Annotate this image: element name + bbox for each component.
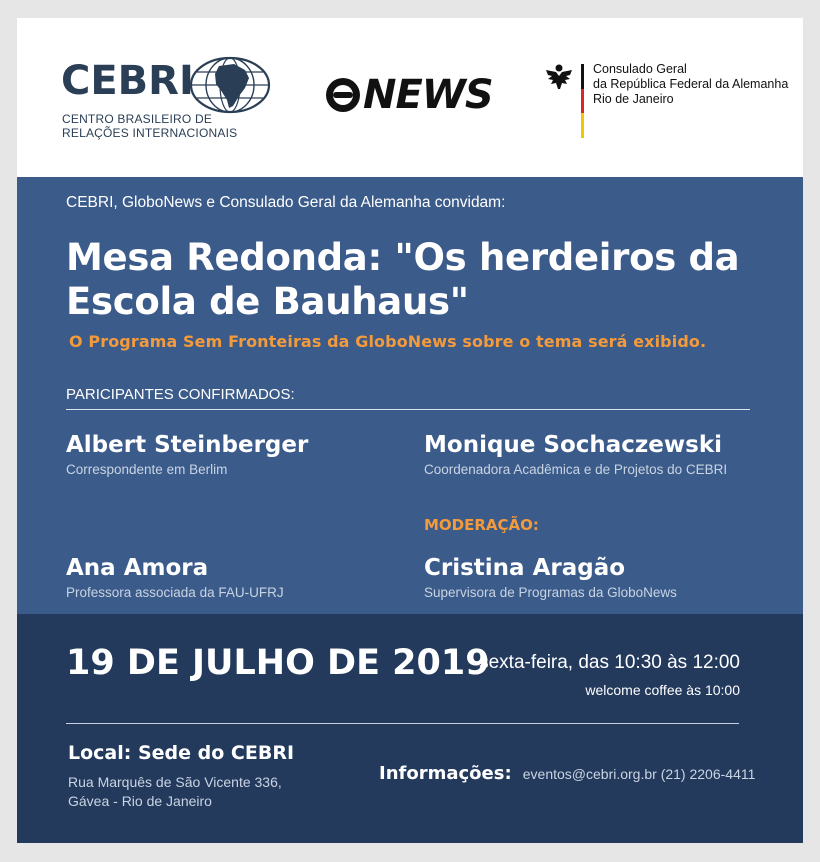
invitation-card <box>17 18 803 843</box>
logo-header <box>17 18 803 177</box>
event-subtitle: O Programa Sem Fronteiras da GloboNews sobre o tema será exibido. <box>69 332 707 351</box>
participant-name: Monique Sochaczewski <box>424 432 723 458</box>
contact-info <box>379 763 755 784</box>
participant-name: Ana Amora <box>66 555 209 581</box>
globonews-logo <box>325 72 493 118</box>
venue-title: Local: Sede do CEBRI <box>68 742 295 764</box>
cebri-logo <box>61 56 271 146</box>
participant-card <box>66 553 284 603</box>
participant-name: Cristina Aragão <box>424 555 626 581</box>
participant-role: Correspondente em Berlim <box>66 462 228 477</box>
german-flag-bar <box>581 64 584 138</box>
consulado-line3: Rio de Janeiro <box>593 92 674 106</box>
participants-label: PARICIPANTES CONFIRMADOS: <box>66 386 295 403</box>
contact-value[interactable]: eventos@cebri.org.br (21) 2206-4411 <box>522 766 756 782</box>
event-title-line2: Escola de Bauhaus" <box>66 280 469 323</box>
participant-card <box>424 553 677 603</box>
venue-address-line2: Gávea - Rio de Janeiro <box>68 793 212 809</box>
consulado-line2: da República Federal da Alemanha <box>593 77 789 91</box>
cebri-subtitle-line2: RELAÇÕES INTERNACIONAIS <box>62 126 238 140</box>
divider <box>66 409 750 410</box>
consulado-text <box>593 62 793 107</box>
invitation-intro: CEBRI, GloboNews e Consulado Geral da Alemanha convidam: <box>66 194 506 211</box>
contact-label: Informações: <box>379 763 512 784</box>
participant-role: Professora associada da FAU-UFRJ <box>66 585 284 600</box>
divider <box>66 723 739 724</box>
participant-role: Coordenadora Acadêmica e de Projetos do CEBRI <box>424 462 728 477</box>
participant-card <box>424 430 727 480</box>
eagle-icon <box>544 62 574 92</box>
event-title-line1: Mesa Redonda: "Os herdeiros da <box>66 236 740 279</box>
welcome-coffee: welcome coffee às 10:00 <box>585 682 740 698</box>
event-date: 19 DE JULHO DE 2019 <box>66 643 490 683</box>
cebri-wordmark: CEBRI <box>61 58 194 104</box>
venue-address-line1: Rua Marquês de São Vicente 336, <box>68 774 282 790</box>
globo-icon <box>325 77 361 113</box>
participant-name: Albert Steinberger <box>66 432 309 458</box>
participant-role: Supervisora de Programas da GloboNews <box>424 585 677 600</box>
globonews-wordmark: NEWS <box>363 72 493 118</box>
cebri-subtitle <box>62 112 237 140</box>
venue-address <box>68 773 282 811</box>
participant-card <box>66 430 308 480</box>
globe-icon <box>189 56 271 114</box>
consulado-line1: Consulado Geral <box>593 62 687 76</box>
moderation-label: MODERAÇÃO: <box>424 516 539 534</box>
event-time: sexta-feira, das 10:30 às 12:00 <box>479 652 740 673</box>
cebri-subtitle-line1: CENTRO BRASILEIRO DE <box>62 112 213 126</box>
event-title <box>66 236 766 324</box>
